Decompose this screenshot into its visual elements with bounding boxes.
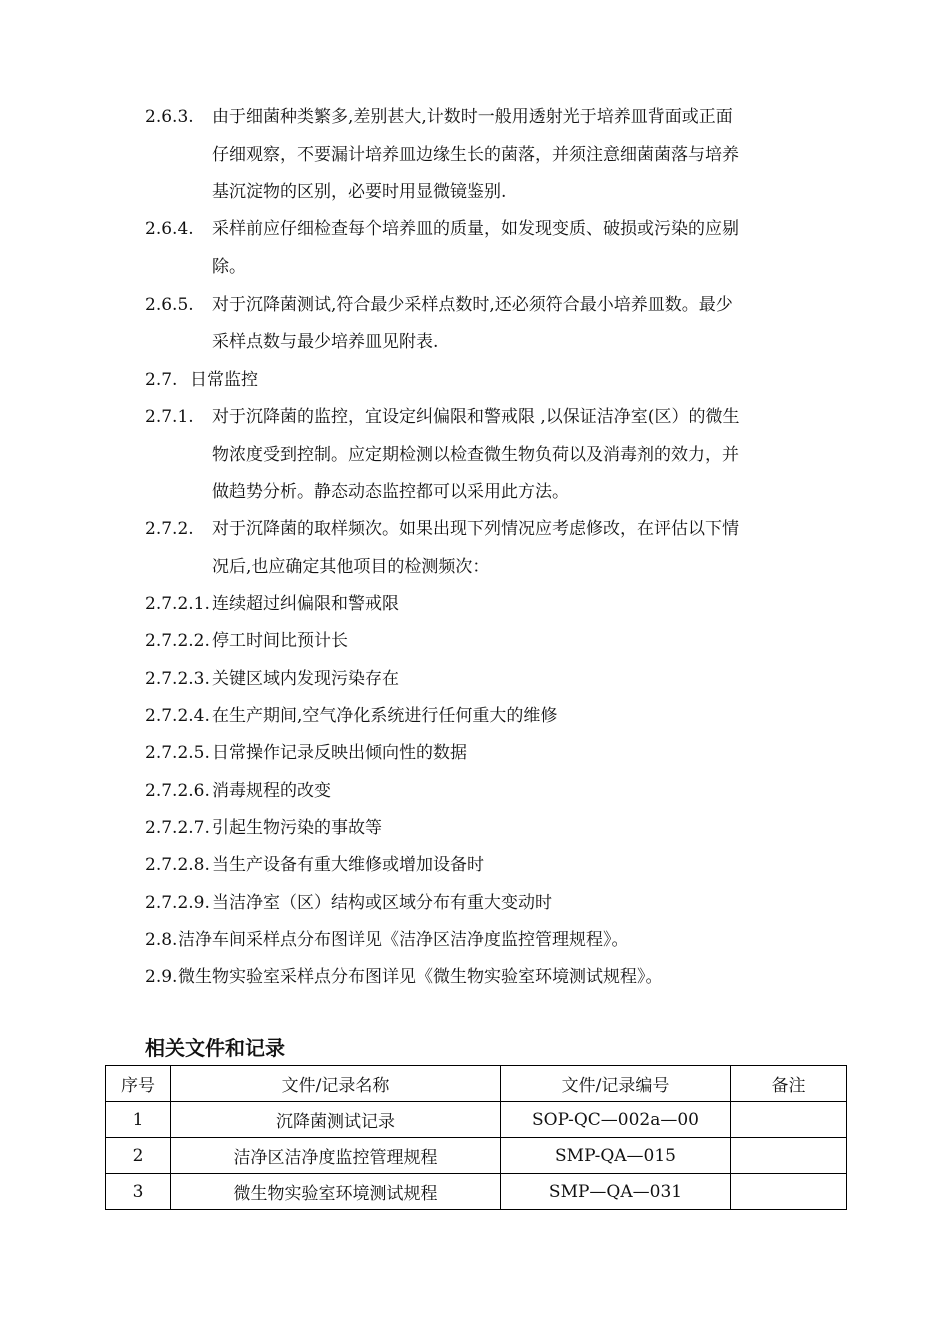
item-number: 2.8. (145, 930, 178, 950)
sub-item-number: 2.7.2.1. (145, 594, 210, 614)
item-number: 2.9. (145, 967, 178, 987)
item-text-line: 况后,也应确定其他项目的检测频次： (212, 557, 490, 577)
item-text-line: 做趋势分析。静态动态监控都可以采用此方法。 (212, 482, 569, 502)
table-cell (731, 1102, 847, 1138)
item-text-line: 洁净车间采样点分布图详见《洁净区洁净度监控管理规程》。 (178, 930, 629, 950)
sub-item-text: 当洁净室（区）结构或区域分布有重大变动时 (212, 893, 552, 913)
section-heading: 相关文件和记录 (145, 1036, 285, 1060)
sub-item-text: 消毒规程的改变 (212, 781, 331, 801)
sub-item-text: 引起生物污染的事故等 (212, 818, 382, 838)
item-text-line: 微生物实验室采样点分布图详见《微生物实验室环境测试规程》。 (178, 967, 663, 987)
table-cell: 2 (106, 1138, 171, 1174)
item-number: 2.6.4. (145, 219, 194, 239)
item-number: 2.7. (145, 370, 178, 390)
item-text-line: 对于沉降菌的监控，宜设定纠偏限和警戒限 ,以保证洁净室(区）的微生 (212, 407, 740, 427)
sub-item-number: 2.7.2.5. (145, 743, 210, 763)
sub-item-text: 当生产设备有重大维修或增加设备时 (212, 855, 484, 875)
sub-item-number: 2.7.2.2. (145, 631, 210, 651)
item-text-line: 日常监控 (190, 370, 258, 390)
sub-item-number: 2.7.2.3. (145, 669, 210, 689)
table-cell: 微生物实验室环境测试规程 (171, 1174, 501, 1210)
sub-item-number: 2.7.2.7. (145, 818, 210, 838)
table-cell: 沉降菌测试记录 (171, 1102, 501, 1138)
item-text-line: 物浓度受到控制。应定期检测以检查微生物负荷以及消毒剂的效力，并 (212, 445, 739, 465)
sub-item-text: 停工时间比预计长 (212, 631, 348, 651)
header-cell-name: 文件/记录名称 (171, 1066, 501, 1102)
table-cell: 3 (106, 1174, 171, 1210)
sub-item-number: 2.7.2.6. (145, 781, 210, 801)
table-row (106, 1138, 847, 1174)
header-cell-index: 序号 (106, 1066, 171, 1102)
sub-item-text: 在生产期间,空气净化系统进行任何重大的维修 (212, 706, 558, 726)
sub-item-text: 连续超过纠偏限和警戒限 (212, 594, 399, 614)
header-cell-code: 文件/记录编号 (501, 1066, 731, 1102)
item-text-line: 对于沉降菌的取样频次。如果出现下列情况应考虑修改，在评估以下情 (212, 519, 739, 539)
item-text-line: 基沉淀物的区别，必要时用显微镜鉴别. (212, 182, 507, 202)
table-cell (731, 1174, 847, 1210)
sub-item-text: 关键区域内发现污染存在 (212, 669, 399, 689)
table-cell (731, 1138, 847, 1174)
item-number: 2.6.5. (145, 295, 194, 315)
item-text-line: 采样前应仔细检查每个培养皿的质量，如发现变质、破损或污染的应剔 (212, 219, 739, 239)
table-cell: SOP-QC—002a—00 (501, 1102, 731, 1138)
sub-item-text: 日常操作记录反映出倾向性的数据 (212, 743, 467, 763)
item-text-line: 除。 (212, 257, 246, 277)
sub-item-number: 2.7.2.4. (145, 706, 210, 726)
table-cell: 洁净区洁净度监控管理规程 (171, 1138, 501, 1174)
item-number: 2.7.1. (145, 407, 194, 427)
table-row (106, 1174, 847, 1210)
table-cell: 1 (106, 1102, 171, 1138)
item-number: 2.7.2. (145, 519, 194, 539)
table-row (106, 1102, 847, 1138)
item-text-line: 采样点数与最少培养皿见附表. (212, 332, 439, 352)
sub-item-number: 2.7.2.9. (145, 893, 210, 913)
item-text-line: 仔细观察，不要漏计培养皿边缘生长的菌落，并须注意细菌菌落与培养 (212, 145, 739, 165)
table-cell: SMP-QA—015 (501, 1138, 731, 1174)
item-number: 2.6.3. (145, 107, 194, 127)
table-header-row (106, 1066, 847, 1102)
table-cell: SMP—QA—031 (501, 1174, 731, 1210)
related-documents-table (105, 1065, 847, 1210)
sub-item-number: 2.7.2.8. (145, 855, 210, 875)
header-cell-remark: 备注 (731, 1066, 847, 1102)
item-text-line: 对于沉降菌测试,符合最少采样点数时,还必须符合最小培养皿数。最少 (212, 295, 733, 315)
item-text-line: 由于细菌种类繁多,差别甚大,计数时一般用透射光于培养皿背面或正面 (212, 107, 733, 127)
